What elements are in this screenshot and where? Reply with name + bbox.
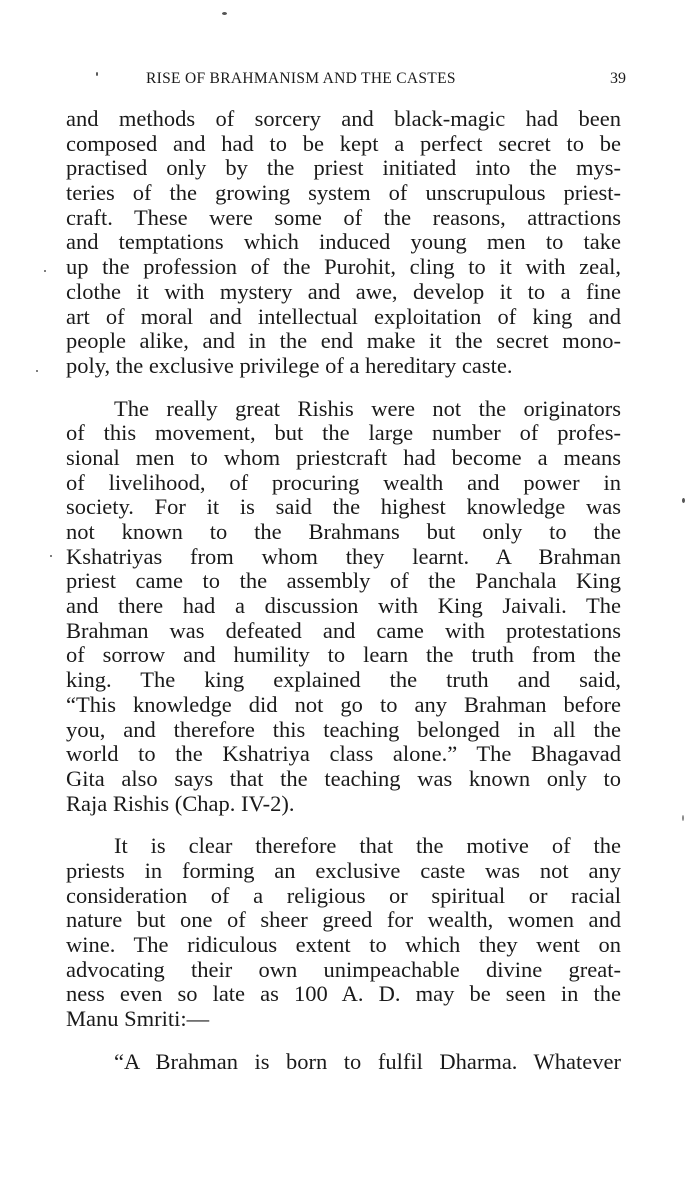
text-line: poly, the exclusive privilege of a hereditary caste. — [66, 352, 513, 378]
body-text — [66, 107, 621, 1074]
text-line: and there had a discussion with King Jaivali. The — [66, 593, 621, 619]
text-line: wine. The ridiculous extent to which they went on — [66, 932, 621, 957]
text-line: Brahman was defeated and came with protestations — [66, 617, 621, 643]
text-line: “This knowledge did not go to any Brahman before — [66, 691, 621, 717]
text-line: priest came to the assembly of the Panchala King — [66, 568, 621, 594]
text-line: composed and had to be kept a perfect secret to be — [66, 130, 621, 156]
text-line: sional men to whom priestcraft had become a means — [66, 444, 621, 470]
paragraph-3 — [66, 834, 621, 1032]
scan-speck — [682, 498, 685, 503]
text-line: Gita also says that the teaching was known only to — [66, 765, 621, 791]
text-line: It is clear therefore that the motive of the — [114, 833, 621, 859]
text-line: craft. These were some of the reasons, attractions — [66, 204, 621, 230]
running-title: RISE OF BRAHMANISM AND THE CASTES — [146, 70, 456, 87]
text-line: art of moral and intellectual exploitation of king and — [66, 303, 621, 329]
scan-speck — [96, 72, 98, 76]
paragraph-1 — [66, 107, 621, 379]
text-line: people alike, and in the end make it the secret mono- — [66, 328, 621, 354]
text-line: “A Brahman is born to fulfil Dharma. Whatever — [114, 1048, 621, 1074]
text-line: priests in forming an exclusive caste was not any — [66, 857, 621, 883]
text-line: and temptations which induced young men to take — [66, 229, 621, 255]
scan-speck — [50, 555, 52, 557]
text-line: world to the Kshatriya class alone.” The Bhagavad — [66, 741, 621, 767]
text-line: not known to the Brahmans but only to the — [66, 519, 621, 544]
text-line: up the profession of the Purohit, cling to it with zeal, — [66, 254, 621, 280]
text-line: practised only by the priest initiated into the mys- — [66, 155, 621, 181]
paragraph-2 — [66, 397, 621, 817]
text-line: of livelihood, of procuring wealth and power in — [66, 469, 621, 495]
text-line: you, and therefore this teaching belonged in all the — [66, 716, 621, 742]
running-header — [66, 70, 626, 94]
text-line: king. The king explained the truth and said, — [66, 667, 621, 693]
text-line: society. For it is said the highest knowledge was — [66, 494, 621, 520]
text-line: of sorrow and humility to learn the truth from the — [66, 642, 621, 668]
paragraph-4-quote — [66, 1050, 621, 1075]
scan-speck — [222, 12, 227, 15]
text-line: consideration of a religious or spiritual or racial — [66, 882, 621, 908]
text-line: Kshatriyas from whom they learnt. A Brahman — [66, 543, 621, 569]
text-line: and methods of sorcery and black-magic had been — [66, 106, 621, 131]
scan-speck — [36, 370, 38, 372]
text-line: teries of the growing system of unscrupulous priest- — [66, 180, 621, 206]
text-line: advocating their own unimpeachable divine great- — [66, 956, 621, 982]
text-line: The really great Rishis were not the originators — [114, 395, 621, 421]
text-line: ness even so late as 100 A. D. may be seen in the — [66, 981, 621, 1007]
scan-speck — [44, 270, 46, 272]
text-line: nature but one of sheer greed for wealth, women and — [66, 907, 621, 933]
scan-speck — [682, 815, 684, 821]
text-line: of this movement, but the large number of profes- — [66, 420, 621, 446]
text-line: clothe it with mystery and awe, develop it to a fine — [66, 278, 621, 304]
text-line: Manu Smriti:— — [66, 1006, 210, 1032]
text-line: Raja Rishis (Chap. IV-2). — [66, 790, 295, 816]
page-number: 39 — [610, 70, 626, 87]
